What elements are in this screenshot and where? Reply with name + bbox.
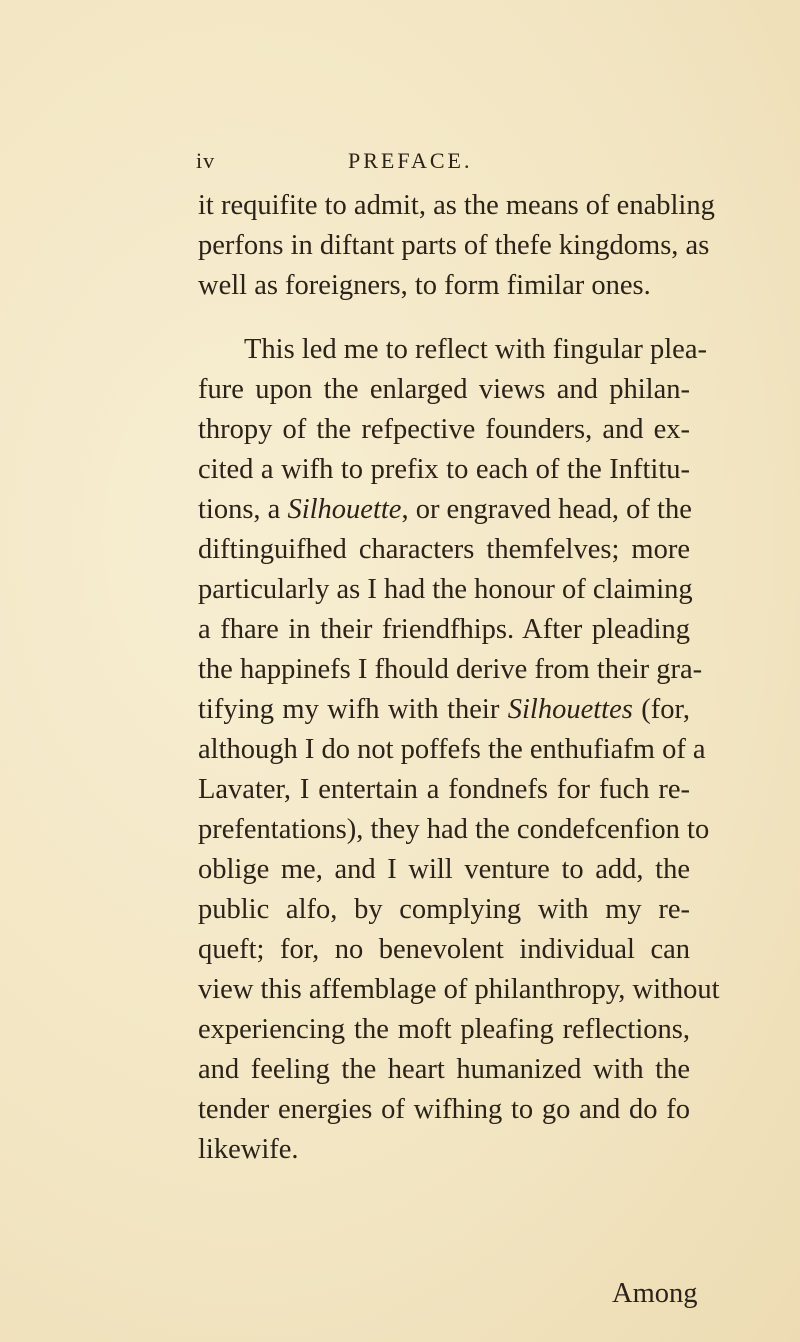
- text-line: thropy of the refpective founders, and ex-: [198, 414, 690, 445]
- page-header: [196, 148, 616, 188]
- text-line: tender energies of wifhing to go and do fo: [198, 1094, 690, 1125]
- text-line: queft; for, no benevolent individual can: [198, 934, 690, 965]
- text-line: perfons in diftant parts of thefe kingdoms, as: [198, 230, 710, 261]
- catchword: Among: [612, 1278, 698, 1309]
- text-line: public alfo, by complying with my re-: [198, 894, 690, 925]
- text-line: and feeling the heart humanized with the: [198, 1054, 690, 1085]
- text-line: fure upon the enlarged views and philan-: [198, 374, 690, 405]
- text-line: This led me to reflect with fingular plea-: [244, 334, 707, 365]
- text-line: diftinguifhed characters themfelves; more: [198, 534, 690, 565]
- text-line: particularly as I had the honour of claiming: [198, 574, 693, 605]
- text-line: Lavater, I entertain a fondnefs for fuch re-: [198, 774, 690, 805]
- text-line: it requifite to admit, as the means of enabling: [198, 190, 715, 221]
- text-line: tifying my wifh with their Silhouettes (for,: [198, 694, 690, 725]
- text-line: prefentations), they had the condefcenfion to: [198, 814, 710, 845]
- text-line: experiencing the moft pleafing reflections,: [198, 1014, 690, 1045]
- running-head: PREFACE.: [348, 148, 473, 173]
- text-line: although I do not poffefs the enthufiafm of a: [198, 734, 706, 765]
- text-line: well as foreigners, to form fimilar ones.: [198, 270, 651, 301]
- text-line: oblige me, and I will venture to add, the: [198, 854, 690, 885]
- text-line: cited a wifh to prefix to each of the Inftitu-: [198, 454, 690, 485]
- page-number: iv: [196, 148, 216, 173]
- text-line: the happinefs I fhould derive from their gra-: [198, 654, 703, 685]
- text-line: a fhare in their friendfhips. After pleading: [198, 614, 690, 645]
- text-line: tions, a Silhouette, or engraved head, of the: [198, 494, 692, 525]
- text-line: likewife.: [198, 1134, 299, 1165]
- text-line: view this affemblage of philanthropy, without: [198, 974, 720, 1005]
